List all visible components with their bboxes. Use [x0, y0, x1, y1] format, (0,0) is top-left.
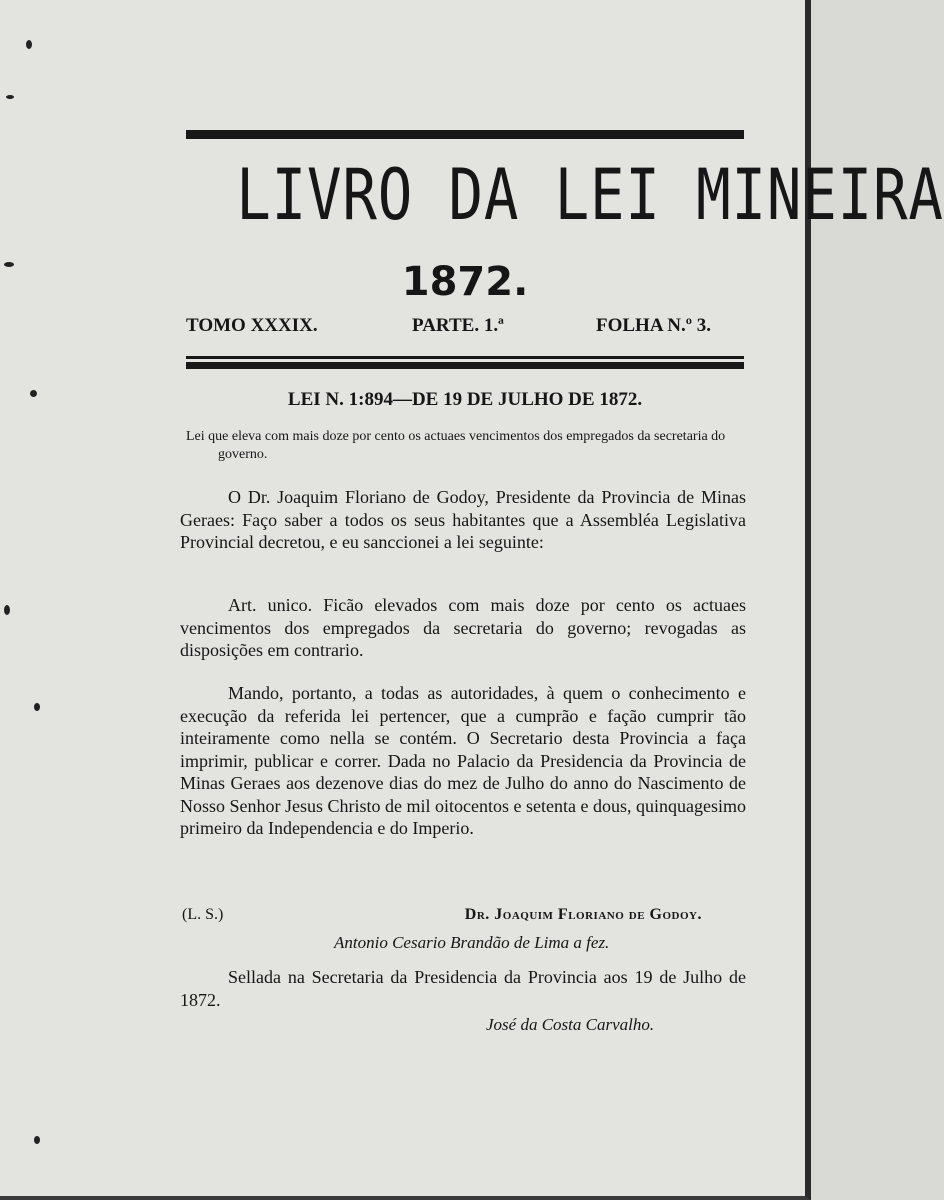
- margin-speck: [4, 605, 10, 615]
- registrar-line: José da Costa Carvalho.: [486, 1015, 655, 1034]
- mandate-paragraph: Mando, portanto, a todas as autoridades, à quem o conhecimento e execução da referida lei pertencer, que a cumprão e fação cumprir tão inteiramente como nella se contém. O Secretario desta Provincia a faça imprimir, publicar e correr. Dada no Palacio da Presidencia da Provincia de Minas Geraes aos dezenove dias do mez de Julho do anno do Nascimento de Nosso Senhor Jesus Christo de mil oitocentos e setenta e dous, quinquagesimo primeiro da Independencia e do Imperio.: [180, 683, 746, 838]
- preamble-paragraph: O Dr. Joaquim Floriano de Godoy, Presidente da Provincia de Minas Geraes: Faço saber a todos os seus habitantes que a Assembléa Legislativa Provincial decretou, e eu sanccionei a lei seguinte:: [180, 487, 746, 552]
- masthead-year: 1872.: [401, 259, 529, 305]
- drafter-line: Antonio Cesario Brandão de Lima a fez.: [334, 933, 610, 952]
- masthead-rule-thick: [186, 362, 744, 369]
- top-rule: [186, 130, 744, 139]
- masthead-title: LIVRO DA LEI MINEIRA: [236, 154, 944, 236]
- law-summary: [186, 428, 744, 464]
- margin-speck: [34, 703, 40, 711]
- margin-speck: [4, 262, 14, 267]
- parte-label: PARTE. 1.ª: [412, 315, 504, 336]
- article-paragraph: Art. unico. Ficão elevados com mais doze por cento os actuaes vencimentos dos empregados da secretaria do governo; revogadas as disposições em contrario.: [180, 595, 746, 660]
- signatory-name: Dr. Joaquim Floriano de Godoy.: [464, 906, 702, 923]
- margin-speck: [6, 95, 14, 99]
- margin-speck: [34, 1136, 40, 1144]
- margin-speck: [30, 390, 37, 397]
- tomo-label: TOMO XXXIX.: [186, 315, 318, 336]
- sealed-note: Sellada na Secretaria da Presidencia da Provincia aos 19 de Julho de 1872.: [180, 967, 746, 1010]
- masthead-rule-thin: [186, 356, 744, 359]
- seal-mark: (L. S.): [182, 906, 224, 923]
- law-summary-text: Lei que eleva com mais doze por cento os actuaes vencimentos dos empregados da secretaria do governo.: [186, 429, 726, 462]
- law-title: LEI N. 1:894—DE 19 DE JULHO DE 1872.: [287, 389, 643, 410]
- folha-label: FOLHA N.º 3.: [596, 315, 712, 336]
- margin-speck: [26, 40, 32, 49]
